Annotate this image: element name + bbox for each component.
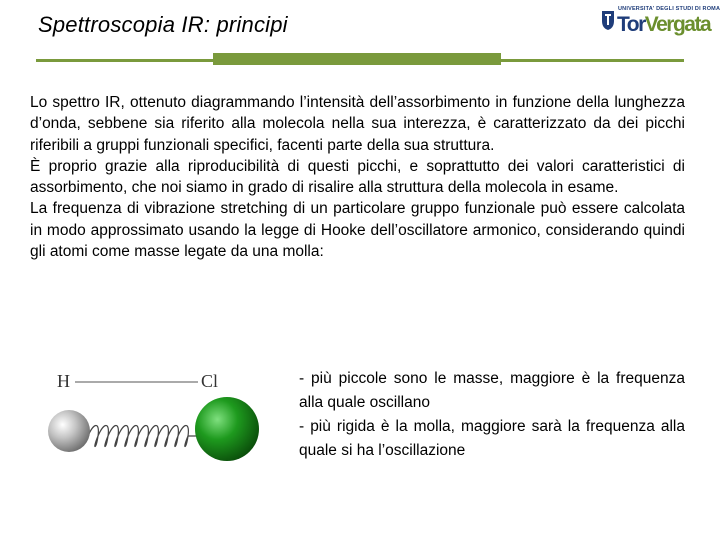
slide-title: Spettroscopia IR: principi <box>38 12 288 37</box>
spring-icon <box>88 426 198 447</box>
university-logo <box>598 3 720 47</box>
hcl-spring-model-figure <box>48 364 273 464</box>
paragraph: Lo spettro IR, ottenuto diagrammando l’intensità dell’assorbimento in funzione della lunghezza d’onda, sebbene sia riferito alla molecola nella sua interezza, è caratterizzato da dei picchi riferibili a gruppi funzionali specifici, facenti parte della sua struttura. <box>30 94 685 154</box>
paragraph: La frequenza di vibrazione stretching di un particolare gruppo funzionale può essere calcolata in modo approssimato usando la legge di Hooke dell’oscillatore armonico, considerando quindi gli atomi come masse legate da una molla: <box>30 200 685 261</box>
main-text <box>30 92 685 262</box>
university-crest-icon <box>600 9 616 31</box>
hydrogen-atom <box>48 410 90 452</box>
chlorine-atom <box>195 397 259 461</box>
notes-text <box>299 367 685 463</box>
paragraph: È proprio grazie alla riproducibilità di questi picchi, e soprattutto dei valori caratteristici di assorbimento, che noi siamo in grado di risalire alla struttura della molecola in esame. <box>30 157 685 197</box>
logo-vergata: Vergata <box>644 13 711 36</box>
logo-tor: Tor <box>617 13 645 36</box>
note-item: - più piccole sono le masse, maggiore è la frequenza alla quale oscillano <box>299 370 685 411</box>
note-item: - più rigida è la molla, maggiore sarà la frequenza alla quale si ha l’oscillazione <box>299 418 685 459</box>
header-divider-bar <box>213 53 501 65</box>
chlorine-label: Cl <box>201 371 219 391</box>
logo-wordmark <box>617 13 710 37</box>
logo-caption: UNIVERSITA' DEGLI STUDI DI ROMA <box>618 6 720 12</box>
hydrogen-label: H <box>57 371 70 391</box>
